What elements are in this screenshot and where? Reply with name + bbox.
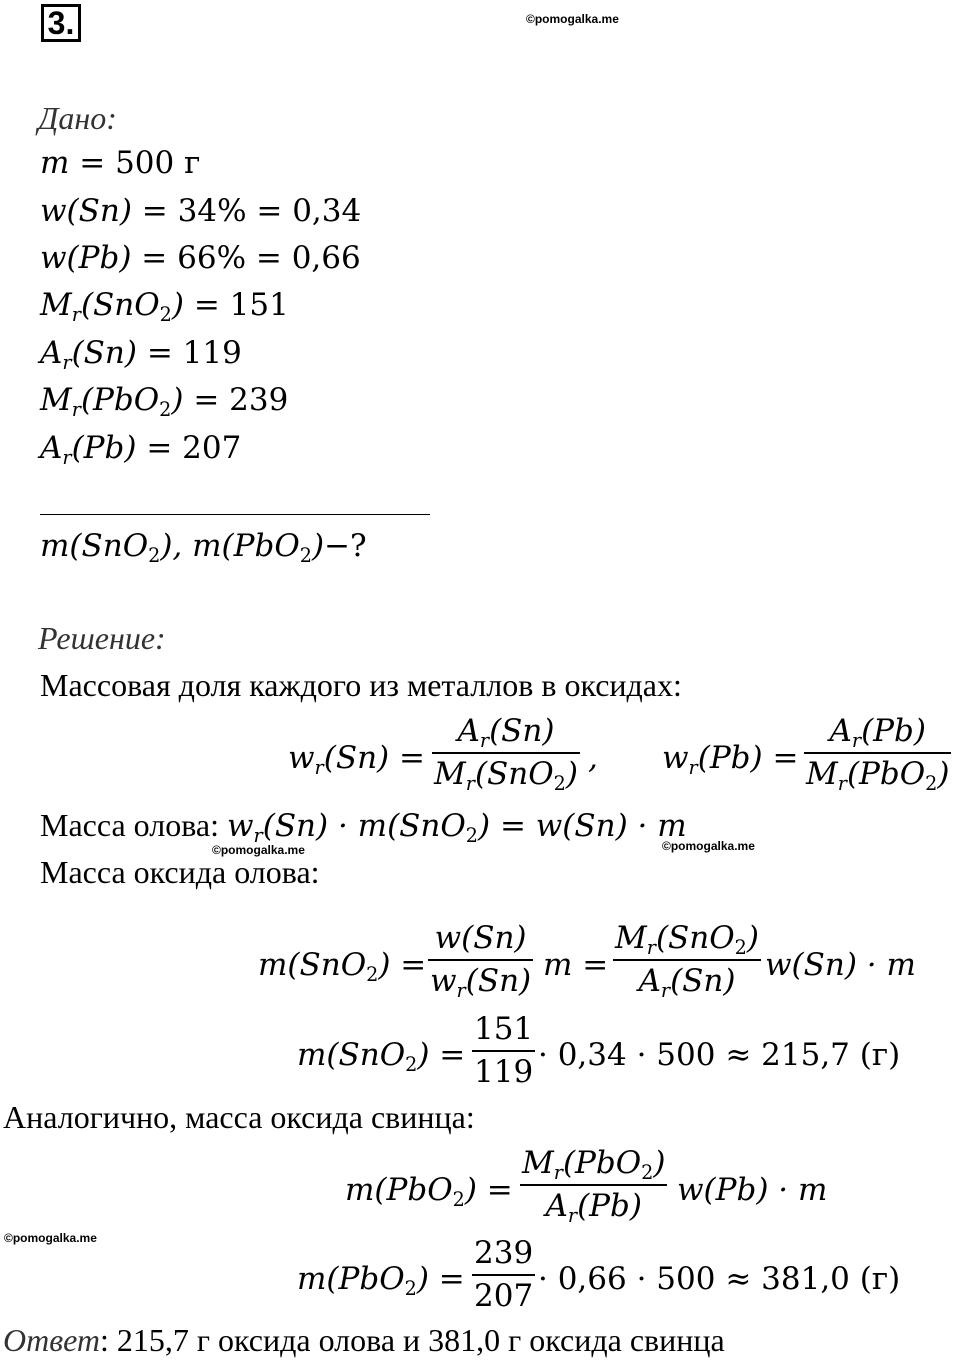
pbo2-calc-lhs: m(PbO$_2$) =	[297, 1261, 465, 1301]
sno2-calc-fraction: 151 119	[474, 1011, 534, 1090]
task-number: 3.	[41, 4, 81, 42]
sno2-fraction-2: $M_r(SnO_2)$ $A_r(Sn)$	[615, 920, 759, 1002]
answer-text: : 215,7 г оксида олова и 381,0 г оксида свинца	[100, 1322, 725, 1358]
pbo2-calc-tail: · 0,66 · 500 ≈ 381,0 (г)	[538, 1261, 901, 1297]
given-ar-sn: $A_r(Sn) = 119$	[40, 335, 242, 375]
fraction-bar	[472, 1050, 535, 1052]
fraction-bar	[804, 752, 951, 754]
sno2-formula-mid: m =	[543, 947, 609, 983]
solution-text-mass-fraction: Массовая доля каждого из металлов в оксидах:	[40, 667, 682, 703]
given-heading: Дано:	[38, 100, 117, 136]
fraction-bar	[432, 752, 580, 754]
wr-sn-comma: ,	[588, 740, 598, 776]
pbo2-fraction: $M_r(PbO_2)$ $A_r(Pb)$	[522, 1145, 666, 1227]
pbo2-formula-lhs: m(PbO$_2$) =	[345, 1172, 513, 1212]
solution-text-tin-oxide: Масса оксида олова:	[40, 854, 320, 890]
watermark: ©pomogalka.me	[662, 839, 755, 853]
sno2-calc-lhs: m(SnO$_2$) =	[297, 1037, 466, 1077]
solution-heading: Решение:	[38, 620, 166, 656]
watermark: ©pomogalka.me	[526, 12, 619, 26]
wr-pb-lhs: $w_r(Pb)$ =	[662, 740, 799, 780]
given-mass: m = 500 г	[40, 145, 201, 181]
sno2-formula-lhs: m(SnO$_2$) =	[258, 947, 427, 987]
watermark: ©pomogalka.me	[212, 843, 305, 857]
fraction-bar	[428, 959, 533, 961]
given-w-sn: w(Sn) = 34% = 0,34	[40, 193, 362, 229]
fraction-bar	[520, 1184, 667, 1186]
answer-line	[3, 1322, 725, 1359]
wr-sn-lhs: $w_r(Sn)$ =	[288, 740, 425, 780]
pbo2-calc-fraction: 239 207	[474, 1235, 534, 1314]
given-mr-pbo2: $M_r(PbO_2) = 239$	[40, 382, 289, 422]
watermark: ©pomogalka.me	[4, 1231, 97, 1245]
given-mr-sno2: $M_r(SnO_2) = 151$	[40, 287, 289, 327]
fraction-bar	[613, 959, 761, 961]
wr-sn-fraction: $A_r(Sn)$ $M_r(SnO_2)$	[434, 713, 578, 795]
wr-pb-fraction: $A_r(Pb)$ $M_r(PbO_2)$	[806, 713, 950, 795]
fraction-bar	[472, 1274, 535, 1276]
given-w-pb: w(Pb) = 66% = 0,66	[40, 240, 361, 276]
tin-mass-line: Масса олова: $w_r(Sn) \cdot m(SnO_2) = w(Sn) \cdot m$	[40, 807, 687, 848]
answer-label: Ответ	[3, 1322, 100, 1358]
given-divider	[40, 514, 430, 515]
sno2-formula-tail: w(Sn) · m	[765, 947, 916, 983]
pbo2-formula-tail: w(Pb) · m	[677, 1172, 828, 1208]
solution-text-lead-oxide: Аналогично, масса оксида свинца:	[3, 1099, 475, 1135]
sno2-fraction-1: w(Sn) $w_r(Sn)$	[430, 920, 532, 1002]
given-ar-pb: $A_r(Pb) = 207$	[40, 430, 242, 470]
find-line: m(SnO$_2$), m(PbO$_2$)−?	[40, 528, 367, 568]
sno2-calc-tail: · 0,34 · 500 ≈ 215,7 (г)	[538, 1037, 901, 1073]
